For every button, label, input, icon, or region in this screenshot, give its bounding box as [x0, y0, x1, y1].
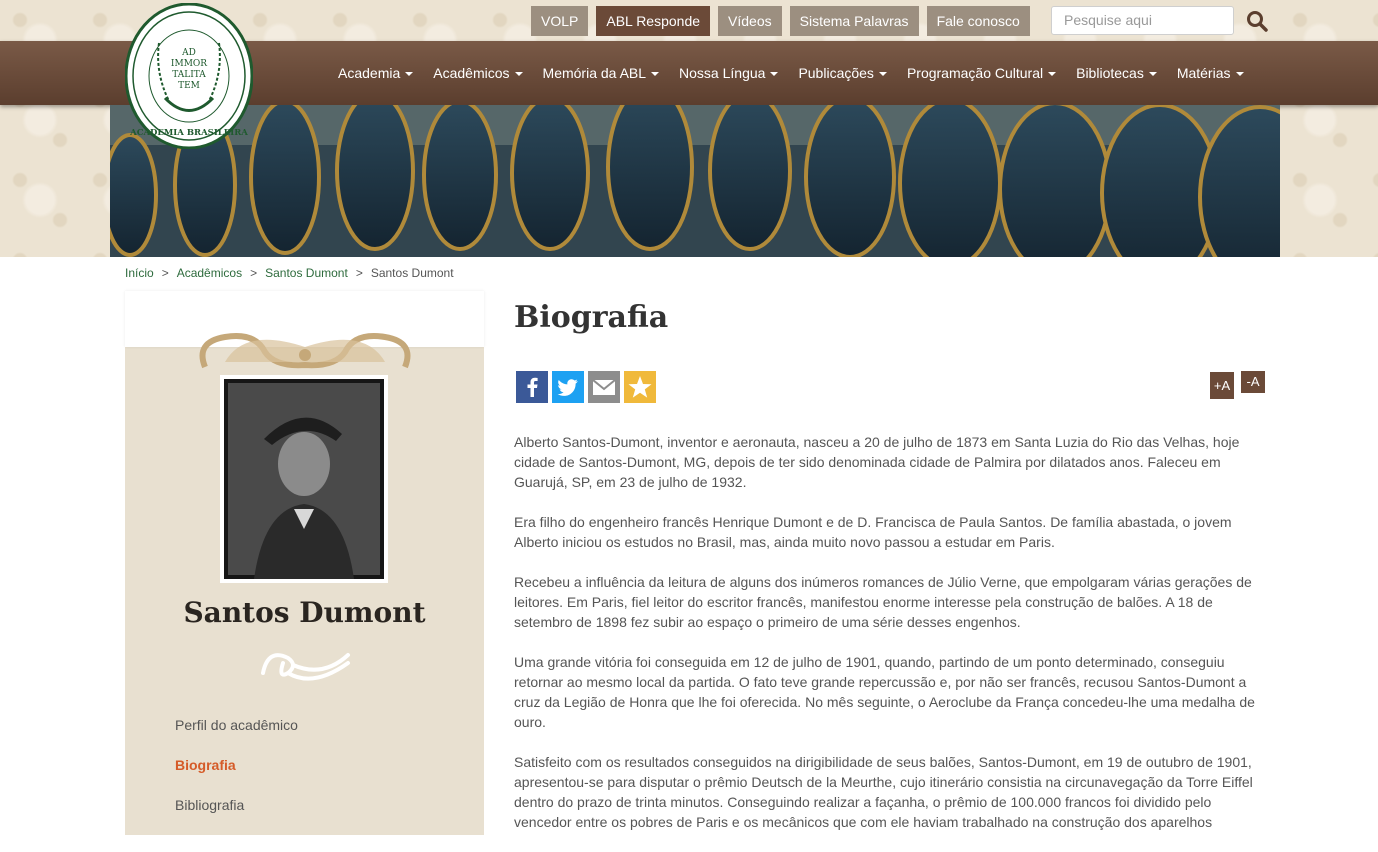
svg-text:ACADEMIA BRASILEIRA: ACADEMIA BRASILEIRA [130, 128, 248, 138]
breadcrumb-separator: > [355, 266, 363, 280]
font-decrease-button[interactable]: -A [1241, 371, 1265, 393]
academic-name: Santos Dumont [183, 596, 426, 629]
utility-bar [531, 6, 1030, 36]
biography-paragraph: Satisfeito com os resultados conseguidos na dirigibilidade de seus balões, Santos-Dumont, em 19 de outubro de 1901, apresentou-se para disputar o prêmio Deutsch de la Meurthe, cujo itinerário consistia na circunavegação da Torre Eiffel dentro do prazo de trinta minutos. Conseguindo realizar a façanha, o prêmio de 100.000 francos foi dividido pelo vencedor entre os pobres de Paris e os mecânicos que com ele haviam trabalhado na construção dos aparelhos [514, 754, 1253, 830]
sistema-palavras-button[interactable]: Sistema Palavras [790, 6, 919, 36]
sidebar-link-perfil[interactable]: Perfil do acadêmico [175, 717, 298, 733]
caret-down-icon [770, 72, 778, 76]
sidebar-link-biografia[interactable]: Biografia [175, 757, 236, 773]
biography-paragraph: Uma grande vitória foi conseguida em 12 de julho de 1901, quando, partindo de um ponto determinado, conseguiu retornar ao mesmo local da partida. O fato teve grande repercussão e, por não ser francês, recusou Santos-Dumont a cruz da Legião de Honra que lhe foi oferecida. No mês seguinte, o Aeroclube da França concedeu-lhe uma medalha de ouro. [514, 654, 1255, 730]
svg-text:IMMOR: IMMOR [170, 59, 208, 69]
caret-down-icon [515, 72, 523, 76]
search-icon[interactable] [1246, 10, 1268, 32]
biography-article [514, 432, 1268, 852]
menu-bibliotecas[interactable] [1066, 65, 1167, 81]
caret-down-icon [1149, 72, 1157, 76]
menu-publicacoes[interactable] [788, 65, 897, 81]
volp-button[interactable]: VOLP [531, 6, 588, 36]
breadcrumb-separator: > [161, 266, 169, 280]
abl-logo[interactable] [125, 3, 253, 149]
caret-down-icon [1236, 72, 1244, 76]
abl-responde-button[interactable]: ABL Responde [596, 6, 710, 36]
caret-down-icon [1048, 72, 1056, 76]
biography-paragraph: Recebeu a influência da leitura de alguns dos inúmeros romances de Júlio Verne, que empolgaram várias gerações de leitores. Em Paris, fiel leitor do escritor francês, manifestou enorme interesse pela construção de balões. A 18 de setembro de 1898 fez subir ao espaço o primeiro de uma série desses engenhos. [514, 574, 1252, 630]
portrait-frame [220, 375, 388, 583]
menu-memoria[interactable] [533, 65, 670, 81]
menu-label: Matérias [1176, 65, 1231, 81]
menu-label: Publicações [798, 65, 874, 81]
menu-label: Bibliotecas [1076, 65, 1144, 81]
biography-paragraph: Era filho do engenheiro francês Henrique Dumont e de D. Francisca de Paula Santos. De família abastada, o jovem Alberto iniciou os estudos no Brasil, mas, ainda muito novo passou a estudar em Paris. [514, 514, 1232, 550]
menu-academia[interactable] [328, 65, 423, 81]
search-input[interactable]: Pesquise aqui [1051, 6, 1234, 35]
fale-conosco-button[interactable]: Fale conosco [927, 6, 1030, 36]
academic-sidebar [125, 291, 484, 835]
chairs-illustration [110, 105, 1280, 257]
font-increase-button[interactable]: +A [1210, 372, 1234, 399]
breadcrumb-home[interactable]: Início [125, 266, 154, 280]
breadcrumb-separator: > [250, 266, 258, 280]
svg-text:TEM: TEM [178, 81, 200, 91]
academic-portrait [224, 379, 384, 579]
menu-label: Memória da ABL [542, 65, 647, 81]
caret-down-icon [879, 72, 887, 76]
svg-text:TALITA: TALITA [172, 70, 206, 80]
biography-paragraph: Alberto Santos-Dumont, inventor e aeronauta, nasceu a 20 de julho de 1873 em Santa Luzia do Rio das Velhas, hoje cidade de Santos-Dumont, MG, depois de ter sido denominada cidade de Palmira por dilatados anos. Faleceu em Guarujá, SP, em 23 de julho de 1932. [514, 434, 1240, 490]
page-title: Biografia [514, 300, 669, 335]
breadcrumb-academicos[interactable]: Acadêmicos [176, 266, 243, 280]
caret-down-icon [651, 72, 659, 76]
menu-label: Academia [338, 65, 401, 81]
menu-label: Nossa Língua [679, 65, 766, 81]
menu-programacao-cultural[interactable] [897, 65, 1066, 81]
caret-down-icon [405, 72, 413, 76]
email-icon[interactable] [588, 371, 620, 403]
menu-label: Programação Cultural [906, 65, 1044, 81]
ornament-flourish [253, 643, 357, 689]
breadcrumb-current: Santos Dumont [370, 266, 454, 280]
videos-button[interactable]: Vídeos [718, 6, 782, 36]
breadcrumb [125, 266, 454, 280]
svg-text:AD: AD [182, 48, 196, 58]
main-menu [328, 41, 1254, 105]
twitter-icon[interactable] [552, 371, 584, 403]
breadcrumb-santos-dumont[interactable]: Santos Dumont [265, 266, 348, 280]
menu-materias[interactable] [1167, 65, 1254, 81]
facebook-icon[interactable] [516, 371, 548, 403]
hero-banner-image [110, 105, 1280, 257]
sidebar-link-bibliografia[interactable]: Bibliografia [175, 797, 245, 813]
menu-label: Acadêmicos [433, 65, 510, 81]
menu-academicos[interactable] [423, 65, 532, 81]
ornament-top [185, 317, 425, 377]
menu-nossa-lingua[interactable] [669, 65, 788, 81]
star-icon[interactable] [624, 371, 656, 403]
